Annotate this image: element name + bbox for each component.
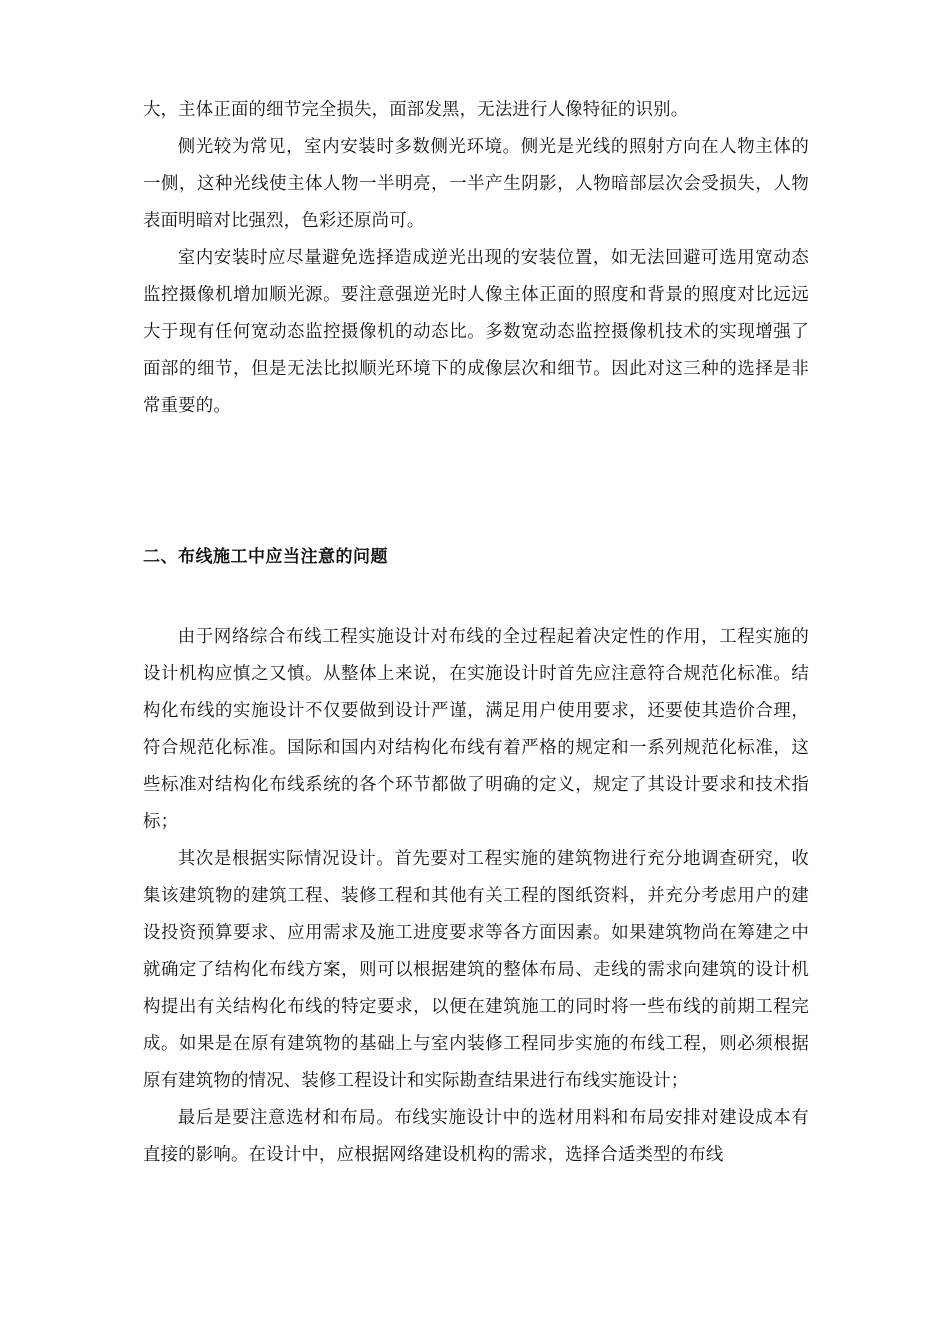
paragraph-design-standards: 由于网络综合布线工程实施设计对布线的全过程起着决定性的作用，工程实施的设计机构应慎之又慎。从整体上来说，在实施设计时首先应注意符合规范化标准。结构化布线的实施设计不仅要做到设计严谨，满足用户使用要求，还要使其造价合理，符合规范化标准。国际和国内对结构化布线有着严格的规定和一系列规范化标准，这些标准对结构化布线系统的各个环节都做了明确的定义，规定了其设计要求和技术指标； xyxy=(143,627,809,832)
paragraph-side-light: 侧光较为常见，室内安装时多数侧光环境。侧光是光线的照射方向在人物主体的一侧，这种光线使主体人物一半明亮，一半产生阴影，人物暗部层次会受损失，人物表面明暗对比强烈，色彩还原尚可。 xyxy=(143,137,809,231)
paragraph-materials-layout: 最后是要注意选材和布局。布线实施设计中的选材用料和布局安排对建设成本有直接的影响。在设计中，应根据网络建设机构的需求，选择合适类型的布线 xyxy=(143,1108,809,1165)
section-heading: 二、布线施工中应当注意的问题 xyxy=(143,547,388,567)
intro-block xyxy=(143,92,809,425)
section-body xyxy=(143,619,809,1174)
paragraph-continuation: 大，主体正面的细节完全损失，面部发黑，无法进行人像特征的识别。 xyxy=(143,100,689,120)
paragraph-backlight-installation: 室内安装时应尽量避免选择造成逆光出现的安装位置，如无法回避可选用宽动态监控摄像机增加顺光源。要注意强逆光时人像主体正面的照度和背景的照度对比远远大于现有任何宽动态监控摄像机的动态比。多数宽动态监控摄像机技术的实现增强了面部的细节，但是无法比拟顺光环境下的成像层次和细节。因此对这三种的选择是非常重要的。 xyxy=(143,248,809,416)
paragraph-actual-conditions: 其次是根据实际情况设计。首先要对工程实施的建筑物进行充分地调查研究，收集该建筑物的建筑工程、装修工程和其他有关工程的图纸资料，并充分考虑用户的建设投资预算要求、应用需求及施工进度要求等各方面因素。如果建筑物尚在筹建之中就确定了结构化布线方案，则可以根据建筑的整体布局、走线的需求向建筑的设计机构提出有关结构化布线的特定要求，以便在建筑施工的同时将一些布线的前期工程完成。如果是在原有建筑物的基础上与室内装修工程同步实施的布线工程，则必须根据原有建筑物的情况、装修工程设计和实际勘查结果进行布线实施设计； xyxy=(143,849,809,1091)
